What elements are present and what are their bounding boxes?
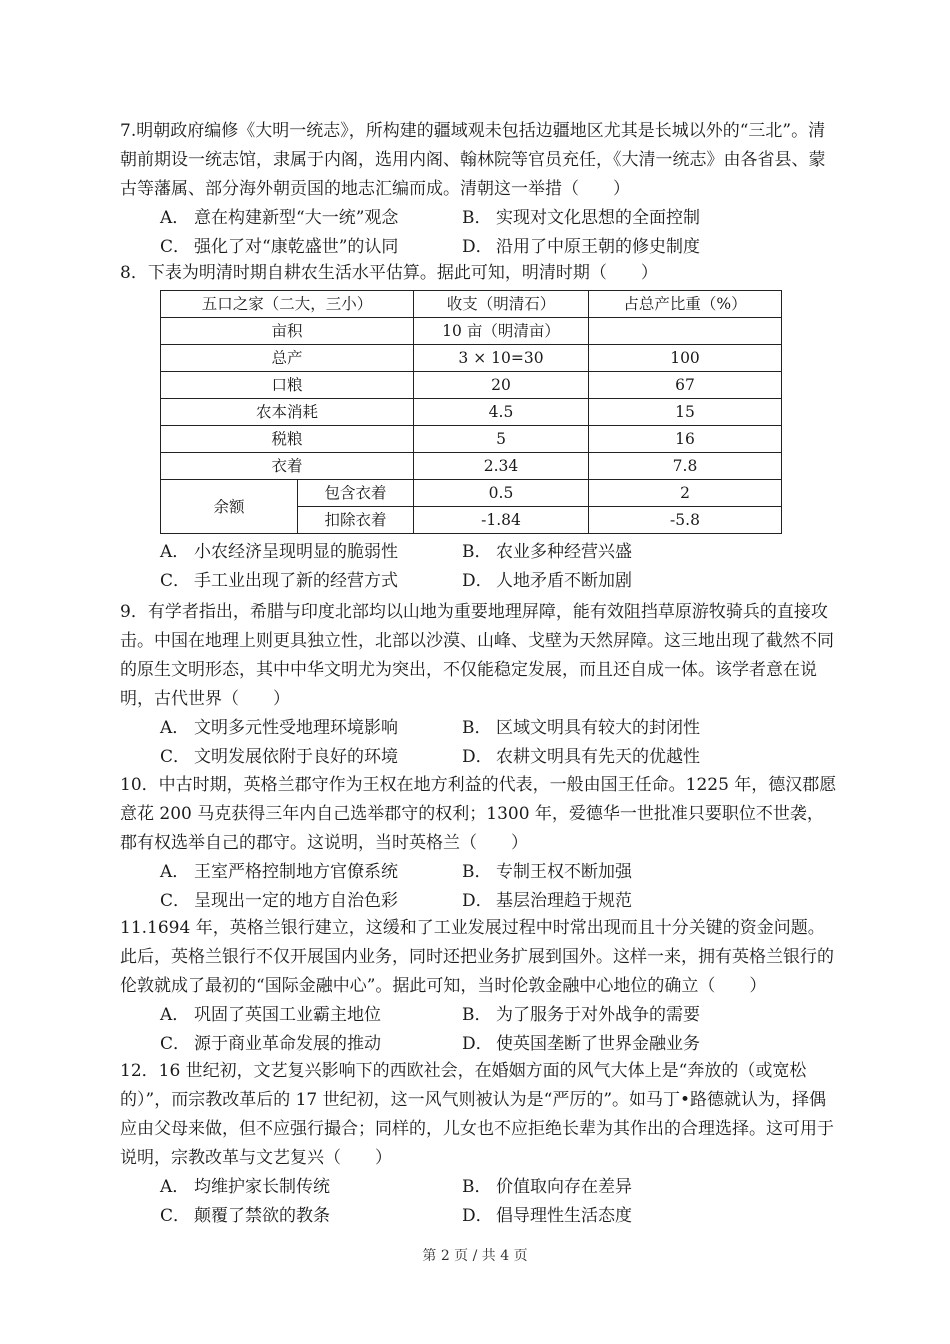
table-cell: 农本消耗 (161, 399, 414, 426)
table-header-row (161, 291, 782, 318)
option-a: A． 均维护家长制传统 (160, 1177, 330, 1197)
table-cell: 亩积 (161, 318, 414, 345)
options (160, 858, 840, 916)
question-stem (120, 1057, 840, 1173)
table-cell: -5.8 (589, 507, 782, 534)
question-stem (120, 914, 840, 1001)
question-7 (120, 117, 840, 262)
table-cell: 0.5 (414, 480, 589, 507)
question-number: 8． (120, 263, 148, 283)
options (160, 714, 840, 772)
option-c: C． 颠覆了禁欲的教条 (160, 1206, 330, 1226)
table-cell: 67 (589, 372, 782, 399)
option-a: A． 巩固了英国工业霸主地位 (160, 1005, 381, 1025)
table-cell: 口粮 (161, 372, 414, 399)
table-cell: 5 (414, 426, 589, 453)
option-c: C． 源于商业革命发展的推动 (160, 1034, 381, 1054)
table-header: 收支（明清石） (414, 291, 589, 318)
table-cell: 扣除衣着 (298, 507, 414, 534)
question-text: 有学者指出，希腊与印度北部均以山地为重要地理屏障，能有效阻挡草原游牧骑兵的直接攻击。中国在地理上则更具独立性，北部以沙漠、山峰、戈壁为天然屏障。这三地出现了截然不同的原生文明形态，其中中华文明尤为突出，不仅能稳定发展，而且还自成一体。该学者意在说明，古代世界（ ） (120, 602, 834, 709)
table-row (161, 318, 782, 345)
option-b: B． 为了服务于对外战争的需要 (462, 1005, 700, 1025)
question-number: 12． (120, 1061, 159, 1081)
table-cell: 2.34 (414, 453, 589, 480)
options (160, 538, 840, 596)
table-cell (589, 318, 782, 345)
option-b: B． 价值取向存在差异 (462, 1177, 632, 1197)
table-cell: 100 (589, 345, 782, 372)
option-d: D． 基层治理趋于规范 (462, 891, 632, 911)
option-d: D． 农耕文明具有先天的优越性 (462, 747, 700, 767)
question-number: 7. (120, 121, 137, 141)
question-number: 11. (120, 918, 148, 938)
table-row (161, 372, 782, 399)
table-row (161, 399, 782, 426)
question-9 (120, 598, 840, 772)
table-header: 占总产比重（%） (589, 291, 782, 318)
question-number: 10． (120, 775, 159, 795)
table-cell: 包含衣着 (298, 480, 414, 507)
question-number: 9． (120, 602, 148, 622)
option-d: D． 人地矛盾不断加剧 (462, 571, 632, 591)
table-cell: 10 亩（明清亩） (414, 318, 589, 345)
option-d: D． 使英国垄断了世界金融业务 (462, 1034, 700, 1054)
option-b: B． 实现对文化思想的全面控制 (462, 208, 700, 228)
question-11 (120, 914, 840, 1059)
option-c: C． 强化了对“康乾盛世”的认同 (160, 237, 399, 257)
option-a: A． 文明多元性受地理环境影响 (160, 718, 398, 738)
table-cell: 3 × 10=30 (414, 345, 589, 372)
option-d: D． 倡导理性生活态度 (462, 1206, 632, 1226)
table-cell: 2 (589, 480, 782, 507)
table-cell: 4.5 (414, 399, 589, 426)
table-cell: 衣着 (161, 453, 414, 480)
options (160, 1173, 840, 1231)
question-text: 1694 年，英格兰银行建立，这缓和了工业发展过程中时常出现而且十分关键的资金问题。此后，英格兰银行不仅开展国内业务，同时还把业务扩展到国外。这样一来，拥有英格兰银行的伦敦就成了最初的“国际金融中心”。据此可知，当时伦敦金融中心地位的确立（ ） (120, 918, 834, 996)
question-text: 下表为明清时期自耕农生活水平估算。据此可知，明清时期（ ） (147, 263, 658, 283)
farmer-living-standard-table (160, 290, 782, 534)
question-8 (120, 259, 840, 596)
question-text: 中古时期，英格兰郡守作为王权在地方利益的代表，一般由国王任命。1225 年，德汉郡愿意花 200 马克获得三年内自己选举郡守的权利；1300 年，爱德华一世批准只要职位不世袭，郡有权选举自己的郡守。这说明，当时英格兰（ ） (120, 775, 837, 853)
table-cell: 税粮 (161, 426, 414, 453)
option-b: B． 专制王权不断加强 (462, 862, 632, 882)
option-b: B． 区域文明具有较大的封闭性 (462, 718, 700, 738)
option-a: A． 小农经济呈现明显的脆弱性 (160, 542, 398, 562)
page-footer: 第 2 页 / 共 4 页 (422, 1248, 528, 1264)
question-stem (120, 598, 840, 714)
table-cell: 15 (589, 399, 782, 426)
table-row (161, 345, 782, 372)
table-cell: -1.84 (414, 507, 589, 534)
option-a: A． 意在构建新型“大一统”观念 (160, 208, 399, 228)
table-cell: 16 (589, 426, 782, 453)
question-stem (120, 771, 840, 858)
option-c: C． 文明发展依附于良好的环境 (160, 747, 398, 767)
table-row (161, 426, 782, 453)
table-header: 五口之家（二大，三小） (161, 291, 414, 318)
table-cell: 20 (414, 372, 589, 399)
question-text: 16 世纪初，文艺复兴影响下的西欧社会，在婚姻方面的风气大体上是“奔放的（或宽松的）”，而宗教改革后的 17 世纪初，这一风气则被认为是“严厉的”。如马丁•路德就认为，择偶应由父母来做，但不应强行撮合；同样的，儿女也不应拒绝长辈为其作出的合理选择。这可用于说明，宗教改革与文艺复兴（ ） (120, 1061, 834, 1168)
option-b: B． 农业多种经营兴盛 (462, 542, 632, 562)
option-a: A． 王室严格控制地方官僚系统 (160, 862, 398, 882)
question-12 (120, 1057, 840, 1231)
table-row (161, 480, 782, 507)
option-c: C． 呈现出一定的地方自治色彩 (160, 891, 398, 911)
options (160, 204, 840, 262)
option-c: C． 手工业出现了新的经营方式 (160, 571, 398, 591)
question-text: 明朝政府编修《大明一统志》，所构建的疆域观未包括边疆地区尤其是长城以外的“三北”。清朝前期设一统志馆，隶属于内阁，选用内阁、翰林院等官员充任，《大清一统志》由各省县、蒙古等藩属、部分海外朝贡国的地志汇编而成。清朝这一举措（ ） (120, 121, 826, 199)
table-cell: 7.8 (589, 453, 782, 480)
table-row (161, 453, 782, 480)
table-cell: 总产 (161, 345, 414, 372)
question-stem (120, 259, 840, 288)
table-cell-surplus-label: 余额 (161, 480, 298, 534)
question-10 (120, 771, 840, 916)
question-stem (120, 117, 840, 204)
option-d: D． 沿用了中原王朝的修史制度 (462, 237, 700, 257)
options (160, 1001, 840, 1059)
